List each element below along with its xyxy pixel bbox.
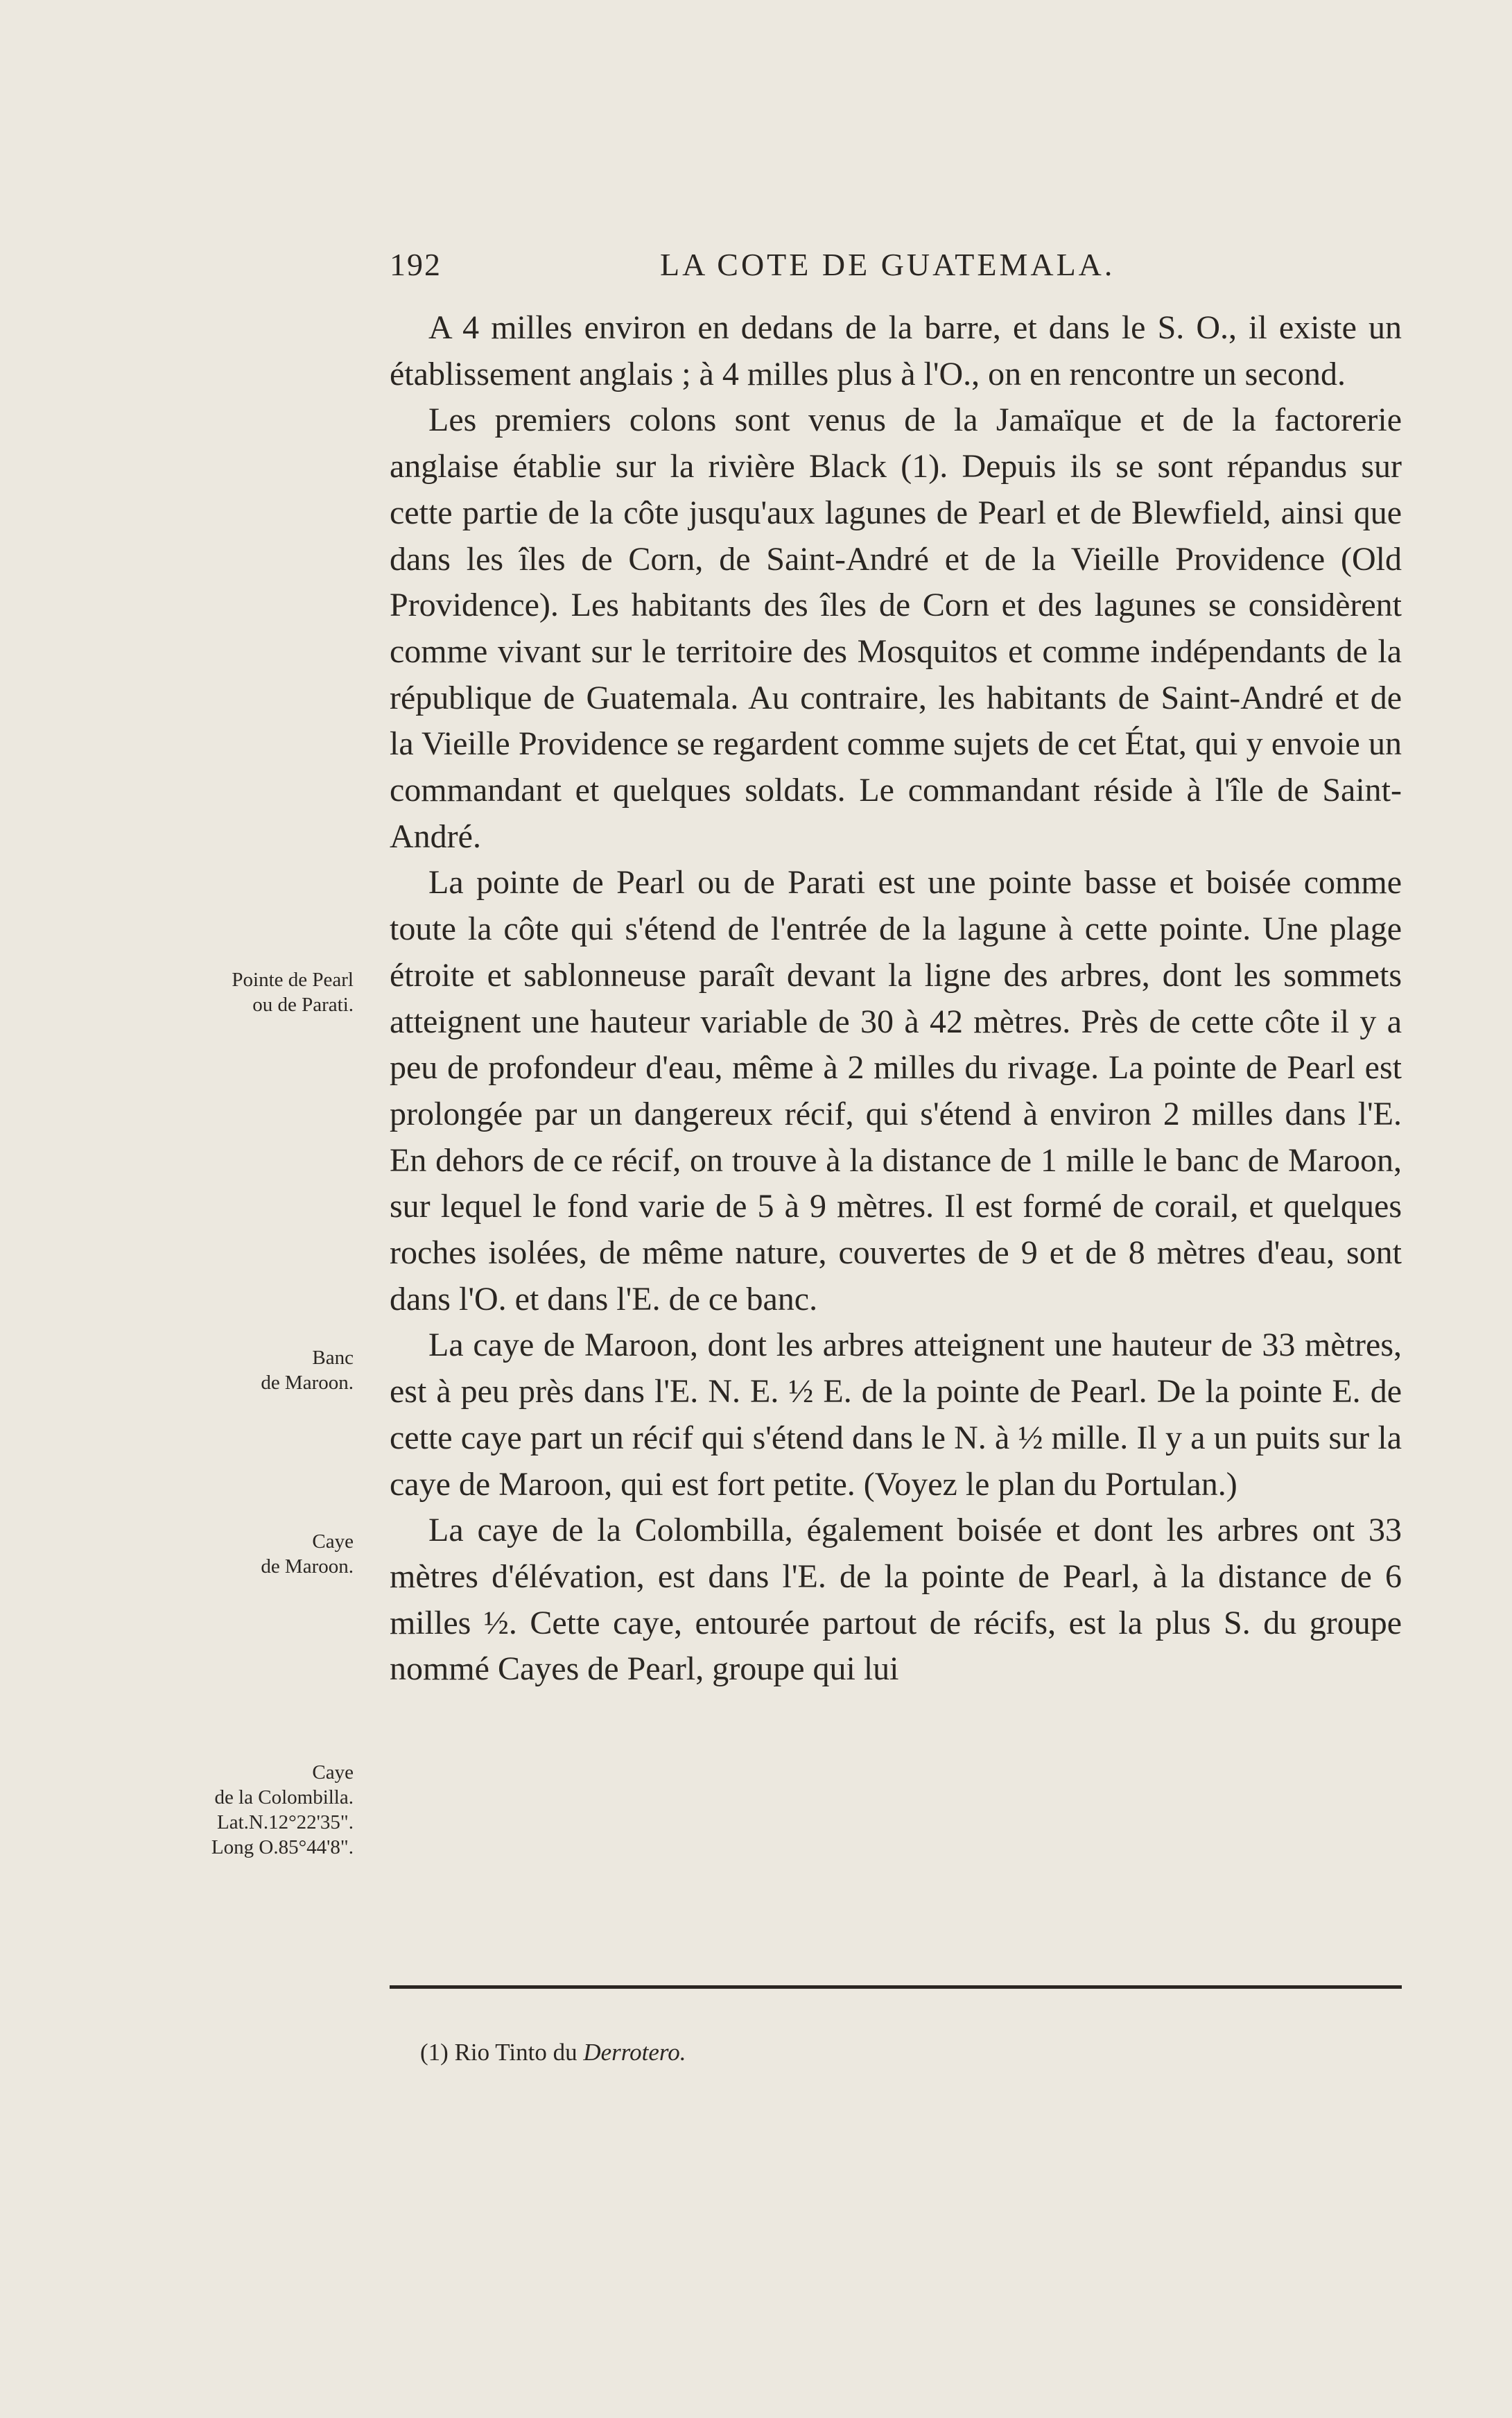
- footnote-divider: [390, 1985, 1402, 1989]
- paragraph-2: Les premiers colons sont venus de la Jamaïque et de la factorerie anglaise établie sur la rivière Black (1). Depuis ils se sont répandus sur cette partie de la côte jusqu'aux lagunes de Pearl et de Blewfield, ainsi que dans les îles de Corn, de Saint-André et de la Vieille Providence (Old Providence). Les habitants des îles de Corn et des lagunes se considèrent comme vivant sur le territoire des Mosquitos et comme indépendants de la république de Guatemala. Au contraire, les habitants de Saint-André et de la Vieille Providence se regardent comme sujets de cet État, qui y envoie un commandant et quelques soldats. Le commandant réside à l'île de Saint-André.: [390, 401, 1402, 855]
- paragraph-1: A 4 milles environ en dedans de la barre, et dans le S. O., il existe un établissement anglais ; à 4 milles plus à l'O., on en rencontre un second.: [390, 309, 1402, 392]
- running-title: LA COTE DE GUATEMALA.: [660, 247, 1115, 282]
- sidenote-line: ou de Parati.: [252, 994, 354, 1016]
- sidenote-caye-de-maroon: [118, 1529, 354, 1579]
- page-number: 192: [390, 247, 442, 282]
- sidenote-line: de Maroon.: [261, 1372, 354, 1394]
- footnote-marker: (1): [420, 2039, 449, 2066]
- main-text: [390, 305, 1402, 1693]
- sidenote-line: Lat.N.12°22'35".: [217, 1811, 354, 1833]
- footnote-text: Rio Tinto du: [454, 2039, 577, 2066]
- footnote-italic: Derrotero.: [583, 2039, 686, 2066]
- sidenote-line: Long O.85°44'8".: [211, 1836, 354, 1858]
- paragraph-4: La caye de Maroon, dont les arbres atteignent une hauteur de 33 mètres, est à peu près dans l'E. N. E. ½ E. de la pointe de Pearl. De la pointe E. de cette caye part un récif qui s'étend dans le N. à ½ mille. Il y a un puits sur la caye de Maroon, qui est fort petite. (Voyez le plan du Portulan.): [390, 1327, 1402, 1503]
- running-header: [390, 246, 1402, 295]
- sidenote-line: Banc: [312, 1347, 354, 1369]
- sidenote-line: de la Colombilla.: [214, 1786, 354, 1808]
- sidenote-caye-colombilla: [118, 1760, 354, 1860]
- footnote: [420, 2039, 1391, 2066]
- paragraph-3: La pointe de Pearl ou de Parati est une pointe basse et boisée comme toute la côte qui s'étend de l'entrée de la lagune à cette pointe. Une plage étroite et sablonneuse paraît devant la ligne des arbres, dont les sommets atteignent une hauteur variable de 30 à 42 mètres. Près de cette côte il y a peu de profondeur d'eau, même à 2 milles du rivage. La pointe de Pearl est prolongée par un dangereux récif, qui s'étend à environ 2 milles dans l'E. En dehors de ce récif, on trouve à la distance de 1 mille le banc de Maroon, sur lequel le fond varie de 5 à 9 mètres. Il est formé de corail, et quelques roches isolées, de même nature, couvertes de 9 et de 8 mètres d'eau, sont dans l'O. et dans l'E. de ce banc.: [390, 864, 1402, 1318]
- sidenote-line: de Maroon.: [261, 1555, 354, 1578]
- paragraph-5: La caye de la Colombilla, également boisée et dont les arbres ont 33 mètres d'élévation, est dans l'E. de la pointe de Pearl, à la distance de 6 milles ½. Cette caye, entourée partout de récifs, est la plus S. du groupe nommé Cayes de Pearl, groupe qui lui: [390, 1512, 1402, 1688]
- sidenote-banc-de-maroon: [118, 1345, 354, 1395]
- sidenote-line: Caye: [312, 1761, 354, 1784]
- sidenote-pointe-de-pearl: [118, 967, 354, 1017]
- sidenote-line: Caye: [312, 1530, 354, 1553]
- sidenote-line: Pointe de Pearl: [232, 969, 354, 991]
